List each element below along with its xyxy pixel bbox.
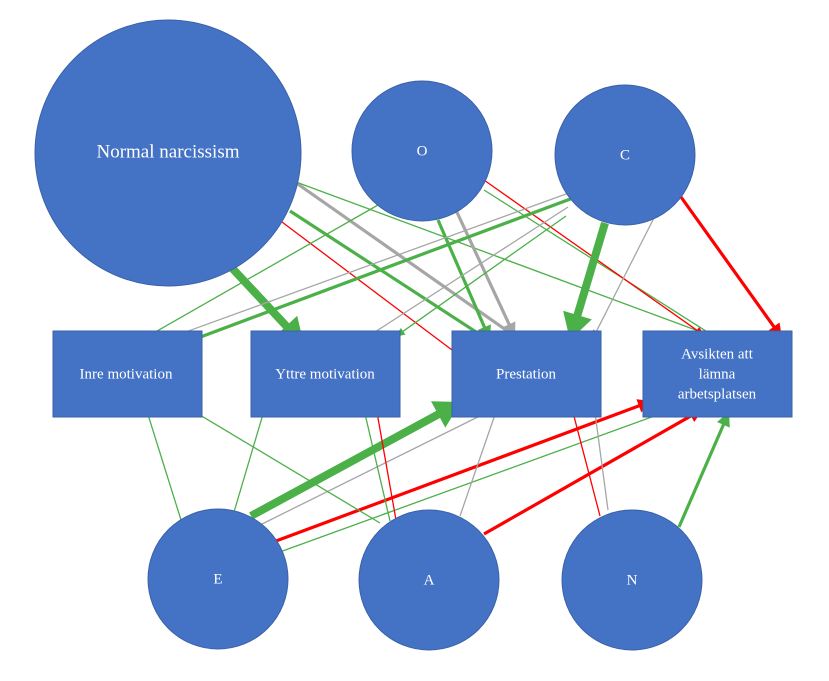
arrow-line (232, 268, 287, 327)
node-normal-narcissism-label: Normal narcissism (96, 141, 240, 163)
arrow-line (290, 211, 479, 334)
node-prestation (452, 331, 601, 417)
node-a-label: A (423, 572, 435, 589)
node-o-label: O (416, 143, 428, 160)
node-inre-motivation (53, 331, 202, 417)
node-c (555, 85, 695, 225)
arrow-line (234, 413, 263, 512)
node-e (148, 509, 288, 649)
node-n-label: N (626, 572, 638, 589)
node-c-label: C (619, 147, 631, 164)
node-o (352, 81, 492, 221)
node-yttre-motivation-label: Yttre motivation (275, 366, 375, 383)
arrow-narcissism-to-prestation-green (290, 211, 490, 341)
node-n (562, 510, 702, 650)
node-avsikten-att-lamna-arbetsplatsen (643, 331, 792, 417)
node-a (359, 510, 499, 650)
arrow-e-to-yttre-green (234, 404, 267, 512)
arrow-line (594, 407, 608, 510)
node-normal-narcissism (35, 20, 301, 286)
arrow-n-to-avsikten-green (679, 412, 730, 527)
arrow-c-to-avsikten-red (681, 197, 782, 338)
arrow-line (366, 207, 568, 338)
node-avsikten-line-1: Avsikten att (681, 346, 753, 363)
arrow-e-to-prestation-gray (262, 404, 504, 524)
nodes-layer (35, 20, 792, 650)
node-prestation-label: Prestation (496, 366, 556, 383)
arrow-line (681, 197, 774, 327)
arrow-e-to-prestation-green (251, 401, 461, 516)
arrow-line (679, 424, 724, 527)
node-inre-motivation-label: Inre motivation (79, 366, 173, 383)
arrow-line (577, 223, 605, 316)
node-avsikten-line-2: lämna (698, 366, 736, 383)
node-avsikten-line-3: arbetsplatsen (677, 386, 757, 403)
arrow-a-to-avsikten-red (484, 409, 703, 534)
arrow-e-to-inre-green (144, 405, 181, 520)
arrow-line (148, 414, 181, 520)
node-yttre-motivation (251, 331, 400, 417)
node-e-label: E (213, 571, 223, 588)
arrow-line (251, 414, 439, 516)
